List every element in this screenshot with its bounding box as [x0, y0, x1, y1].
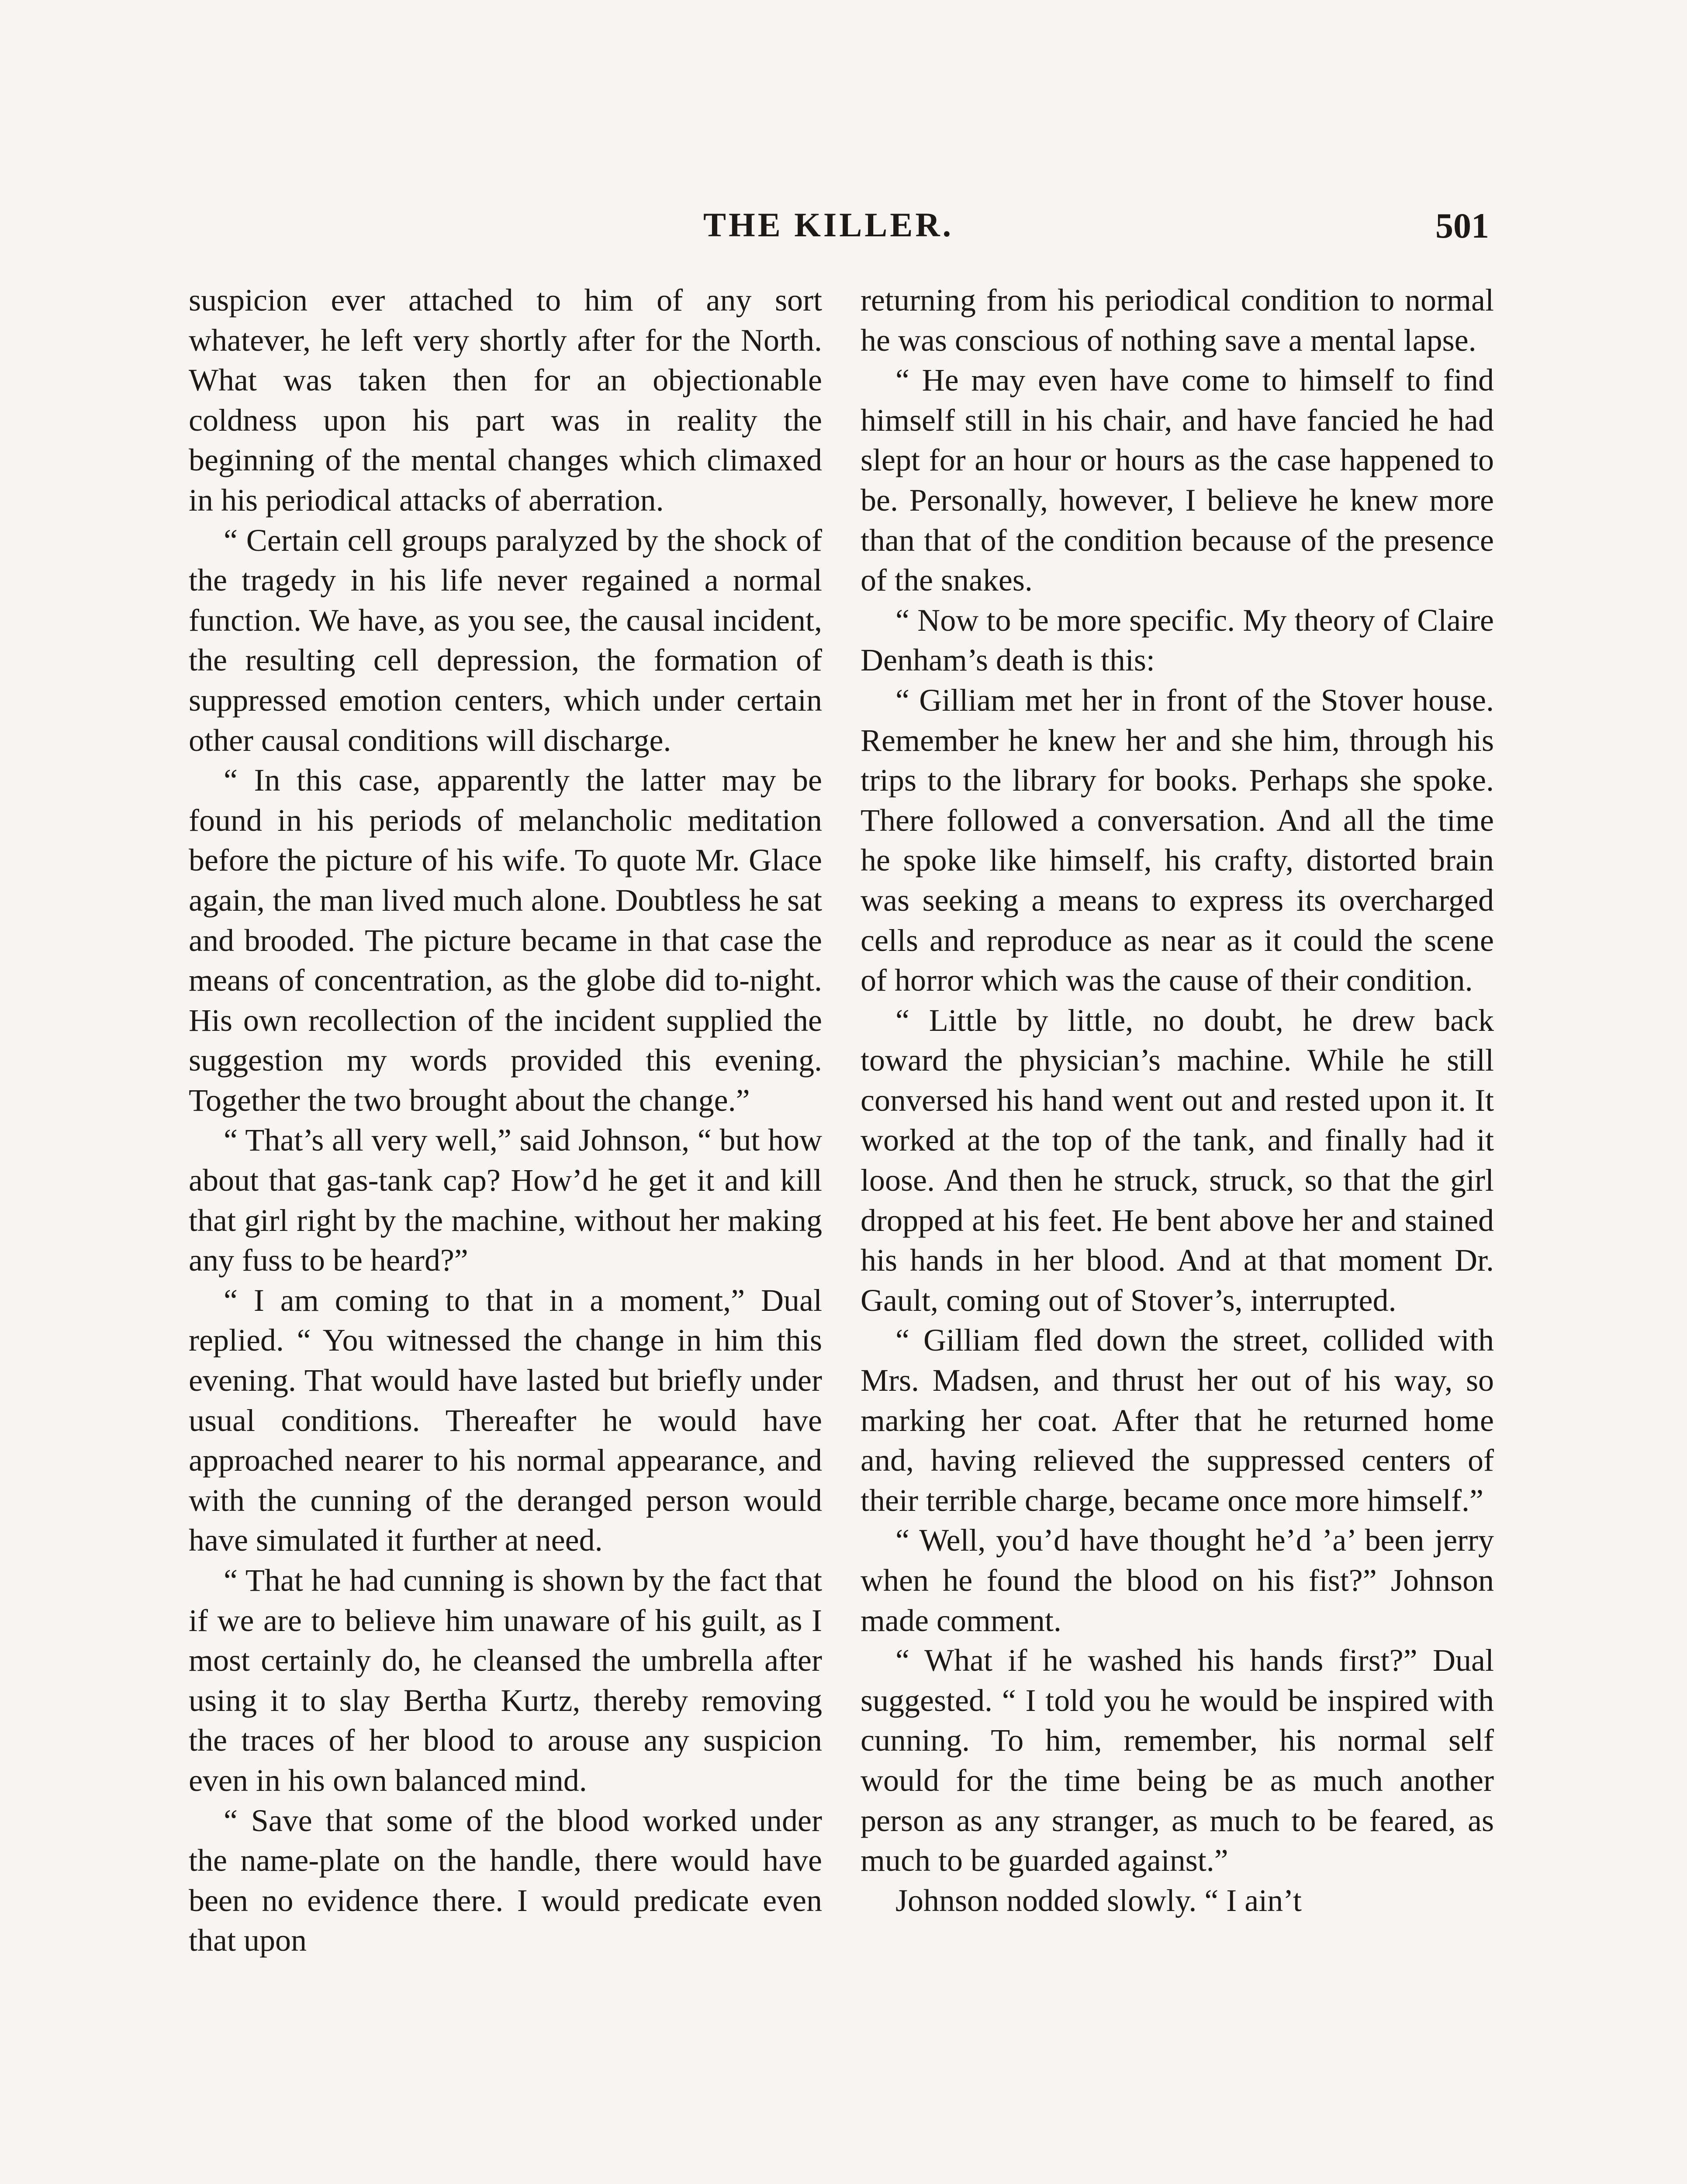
paragraph: “ He may even have come to himself to find himself still in his chair, and have fancied he had slept for an hour or hours as the case happened to be. Personally, however, I believe he knew more than that of the condition because of the presence of the snakes.: [861, 363, 1494, 598]
paragraph: “ I am coming to that in a moment,” Dual replied. “ You witnessed the change in him this evening. That would have lasted but briefly under usual conditions. Thereafter he would have approached nearer to his normal appearance, and with the cunning of the deranged person would have simulated it further at need.: [189, 1282, 822, 1558]
paragraph: “ In this case, apparently the latter may be found in his periods of melancholic meditation before the picture of his wife. To quote Mr. Glace again, the man lived much alone. Doubtless he sat and brooded. The picture became in that case the means of concentration, as the globe did to-night. His own recollection of the incident supplied the suggestion my words provided this evening. Together the two brought about the change.”: [189, 763, 822, 1118]
left-column: [189, 280, 822, 1961]
paragraph: returning from his periodical condition to normal he was conscious of nothing save a mental lapse.: [861, 283, 1494, 358]
paragraph: “ Gilliam fled down the street, collided with Mrs. Madsen, and thrust her out of his way, so marking her coat. After that he returned home and, having relieved the suppressed centers of their terrible charge, became once more himself.”: [861, 1323, 1494, 1518]
paragraph: Johnson nodded slowly. “ I ain’t: [895, 1883, 1302, 1918]
paragraph: “ That he had cunning is shown by the fact that if we are to believe him unaware of his guilt, as I most certainly do, he cleansed the umbrella after using it to slay Bertha Kurtz, thereby removing the traces of her blood to arouse any suspicion even in his own balanced mind.: [189, 1563, 822, 1798]
paragraph: “ What if he washed his hands first?” Dual suggested. “ I told you he would be inspired with cunning. To him, remember, his normal self would for the time being be as much another person as any stranger, as much to be feared, as much to be guarded against.”: [861, 1643, 1494, 1878]
paragraph: “ Gilliam met her in front of the Stover house. Remember he knew her and she him, through his trips to the library for books. Perhaps she spoke. There followed a conversation. And all the time he spoke like himself, his crafty, distorted brain was seeking a means to express its overcharged cells and reproduce as near as it could the scene of horror which was the cause of their condition.: [861, 682, 1494, 998]
paragraph: “ Little by little, no doubt, he drew back toward the physician’s machine. While he still conversed his hand went out and rested upon it. It worked at the top of the tank, and finally had it loose. And then he struck, struck, so that the girl dropped at his feet. He bent above her and stained his hands in her blood. And at that moment Dr. Gault, coming out of Stover’s, interrupted.: [861, 1002, 1494, 1318]
running-title: THE KILLER.: [703, 206, 954, 244]
paragraph: “ Now to be more specific. My theory of Claire Denham’s death is this:: [861, 602, 1494, 678]
right-column: [861, 280, 1494, 1921]
page-header: [0, 205, 1687, 253]
paragraph: “ Certain cell groups paralyzed by the shock of the tragedy in his life never regained a normal function. We have, as you see, the causal incident, the resulting cell depression, the formation of suppressed emotion centers, which under certain other causal conditions will discharge.: [189, 522, 822, 758]
paragraph: “ That’s all very well,” said Johnson, “ but how about that gas-tank cap? How’d he get it and kill that girl right by the machine, without her making any fuss to be heard?”: [189, 1123, 822, 1278]
paragraph: suspicion ever attached to him of any sort whatever, he left very shortly after for the North. What was taken then for an objectionable coldness upon his part was in reality the beginning of the mental changes which climaxed in his periodical attacks of aberration.: [189, 283, 822, 518]
paragraph: “ Well, you’d have thought he’d ’a’ been jerry when he found the blood on his fist?” Johnson made comment.: [861, 1523, 1494, 1638]
page-number: 501: [1435, 206, 1489, 245]
paragraph: “ Save that some of the blood worked under the name-plate on the handle, there would have been no evidence there. I would predicate even that upon: [189, 1803, 822, 1958]
